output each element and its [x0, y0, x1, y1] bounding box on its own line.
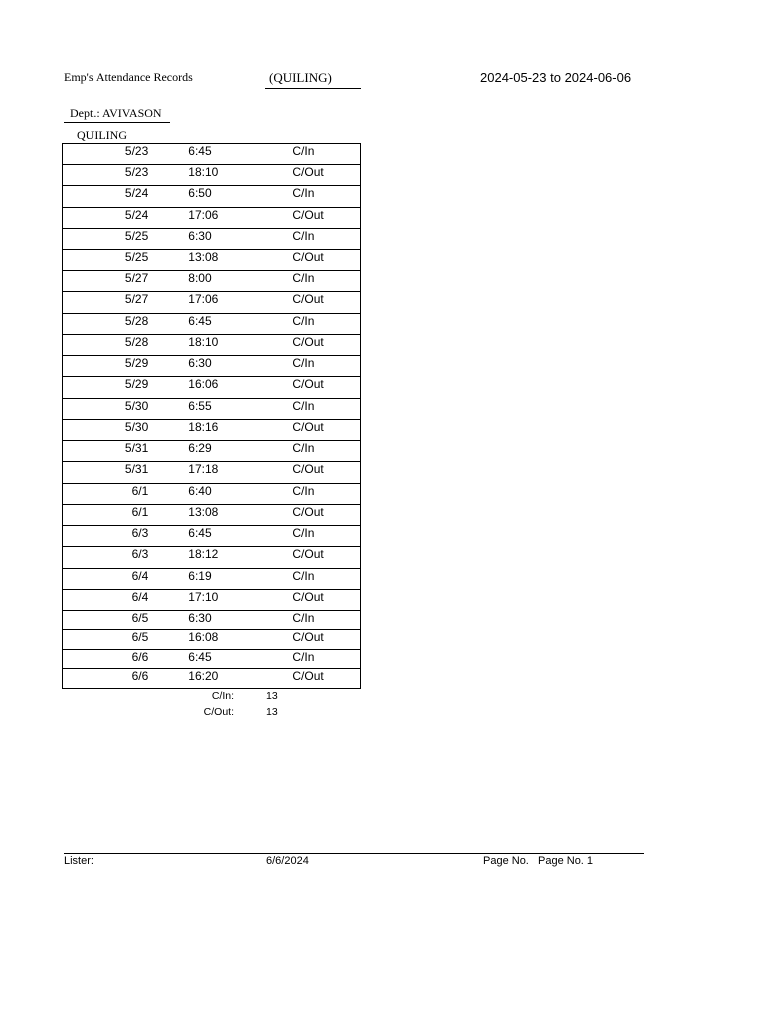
record-date: 6/3 — [63, 526, 189, 547]
footer-page-label: Page No. — [483, 855, 529, 867]
record-type: C/Out — [292, 547, 360, 569]
record-date: 5/25 — [63, 229, 189, 250]
record-date: 5/31 — [63, 441, 189, 462]
record-time: 17:06 — [188, 208, 292, 229]
record-type: C/In — [292, 144, 360, 165]
record-type: C/Out — [292, 669, 360, 689]
table-row — [63, 526, 361, 547]
record-type: C/In — [292, 441, 360, 462]
table-row — [63, 669, 361, 689]
record-date: 6/4 — [63, 569, 189, 590]
record-date: 5/25 — [63, 250, 189, 271]
record-type: C/Out — [292, 250, 360, 271]
summary-label: C/Out: — [203, 706, 234, 718]
table-row — [63, 356, 361, 377]
table-row — [63, 569, 361, 590]
table-row — [63, 144, 361, 165]
table-row — [63, 250, 361, 271]
record-date: 5/24 — [63, 186, 189, 208]
record-time: 6:29 — [188, 441, 292, 462]
record-date: 5/29 — [63, 377, 189, 399]
record-type: C/In — [292, 314, 360, 335]
record-date: 5/31 — [63, 462, 189, 484]
record-type: C/In — [292, 271, 360, 292]
record-time: 17:06 — [188, 292, 292, 314]
footer-date: 6/6/2024 — [266, 855, 309, 867]
record-type: C/Out — [292, 335, 360, 356]
table-row — [63, 547, 361, 569]
record-date: 5/30 — [63, 399, 189, 420]
record-time: 6:30 — [188, 229, 292, 250]
record-date: 6/1 — [63, 505, 189, 526]
record-date: 6/4 — [63, 590, 189, 611]
record-time: 18:10 — [188, 335, 292, 356]
record-date: 5/27 — [63, 292, 189, 314]
record-type: C/Out — [292, 505, 360, 526]
record-type: C/Out — [292, 377, 360, 399]
record-date: 6/5 — [63, 630, 189, 650]
table-row — [63, 229, 361, 250]
record-time: 13:08 — [188, 505, 292, 526]
record-time: 6:55 — [188, 399, 292, 420]
footer-divider — [64, 853, 644, 854]
table-row — [63, 314, 361, 335]
record-type: C/In — [292, 526, 360, 547]
table-row — [63, 441, 361, 462]
employee-name-header: (QUILING) — [265, 70, 361, 89]
record-date: 5/24 — [63, 208, 189, 229]
record-type: C/Out — [292, 420, 360, 441]
record-date: 5/23 — [63, 165, 189, 186]
record-date: 5/30 — [63, 420, 189, 441]
record-type: C/Out — [292, 590, 360, 611]
record-time: 6:45 — [188, 526, 292, 547]
record-type: C/In — [292, 611, 360, 630]
record-date: 5/28 — [63, 314, 189, 335]
table-row — [63, 505, 361, 526]
table-row — [63, 377, 361, 399]
record-type: C/Out — [292, 462, 360, 484]
record-date: 6/1 — [63, 484, 189, 505]
footer-lister-label: Lister: — [64, 855, 94, 867]
record-time: 6:50 — [188, 186, 292, 208]
report-title: Emp's Attendance Records — [64, 70, 193, 84]
date-range: 2024-05-23 to 2024-06-06 — [480, 70, 632, 85]
table-row — [63, 590, 361, 611]
record-time: 8:00 — [188, 271, 292, 292]
record-type: C/In — [292, 399, 360, 420]
summary-value: 13 — [266, 706, 278, 718]
table-row — [63, 186, 361, 208]
record-time: 17:10 — [188, 590, 292, 611]
table-row — [63, 292, 361, 314]
record-type: C/Out — [292, 165, 360, 186]
record-type: C/Out — [292, 208, 360, 229]
record-type: C/In — [292, 356, 360, 377]
table-row — [63, 462, 361, 484]
table-row — [63, 399, 361, 420]
record-time: 6:19 — [188, 569, 292, 590]
summary-value: 13 — [266, 690, 278, 702]
record-type: C/In — [292, 186, 360, 208]
record-time: 18:16 — [188, 420, 292, 441]
record-type: C/In — [292, 229, 360, 250]
table-row — [63, 208, 361, 229]
record-date: 6/3 — [63, 547, 189, 569]
record-type: C/In — [292, 650, 360, 669]
record-date: 5/27 — [63, 271, 189, 292]
record-time: 6:30 — [188, 611, 292, 630]
table-row — [63, 484, 361, 505]
department-label: Dept.: AVIVASON — [64, 106, 170, 123]
record-date: 5/28 — [63, 335, 189, 356]
table-row — [63, 420, 361, 441]
record-type: C/In — [292, 569, 360, 590]
record-time: 18:10 — [188, 165, 292, 186]
table-row — [63, 165, 361, 186]
record-date: 6/5 — [63, 611, 189, 630]
record-date: 6/6 — [63, 650, 189, 669]
table-row — [63, 630, 361, 650]
record-type: C/In — [292, 484, 360, 505]
record-time: 6:40 — [188, 484, 292, 505]
table-row — [63, 650, 361, 669]
record-time: 6:45 — [188, 650, 292, 669]
record-date: 6/6 — [63, 669, 189, 689]
table-row — [63, 335, 361, 356]
record-date: 5/29 — [63, 356, 189, 377]
record-time: 6:45 — [188, 314, 292, 335]
record-date: 5/23 — [63, 144, 189, 165]
summary-label: C/In: — [211, 690, 234, 702]
attendance-table — [62, 143, 361, 689]
record-time: 17:18 — [188, 462, 292, 484]
record-time: 16:20 — [188, 669, 292, 689]
record-time: 6:30 — [188, 356, 292, 377]
record-time: 16:08 — [188, 630, 292, 650]
table-row — [63, 271, 361, 292]
record-type: C/Out — [292, 292, 360, 314]
record-time: 13:08 — [188, 250, 292, 271]
record-time: 18:12 — [188, 547, 292, 569]
record-type: C/Out — [292, 630, 360, 650]
record-time: 16:06 — [188, 377, 292, 399]
record-time: 6:45 — [188, 144, 292, 165]
footer-page-number: Page No. 1 — [538, 855, 594, 867]
table-row — [63, 611, 361, 630]
employee-name: QUILING — [77, 128, 127, 142]
